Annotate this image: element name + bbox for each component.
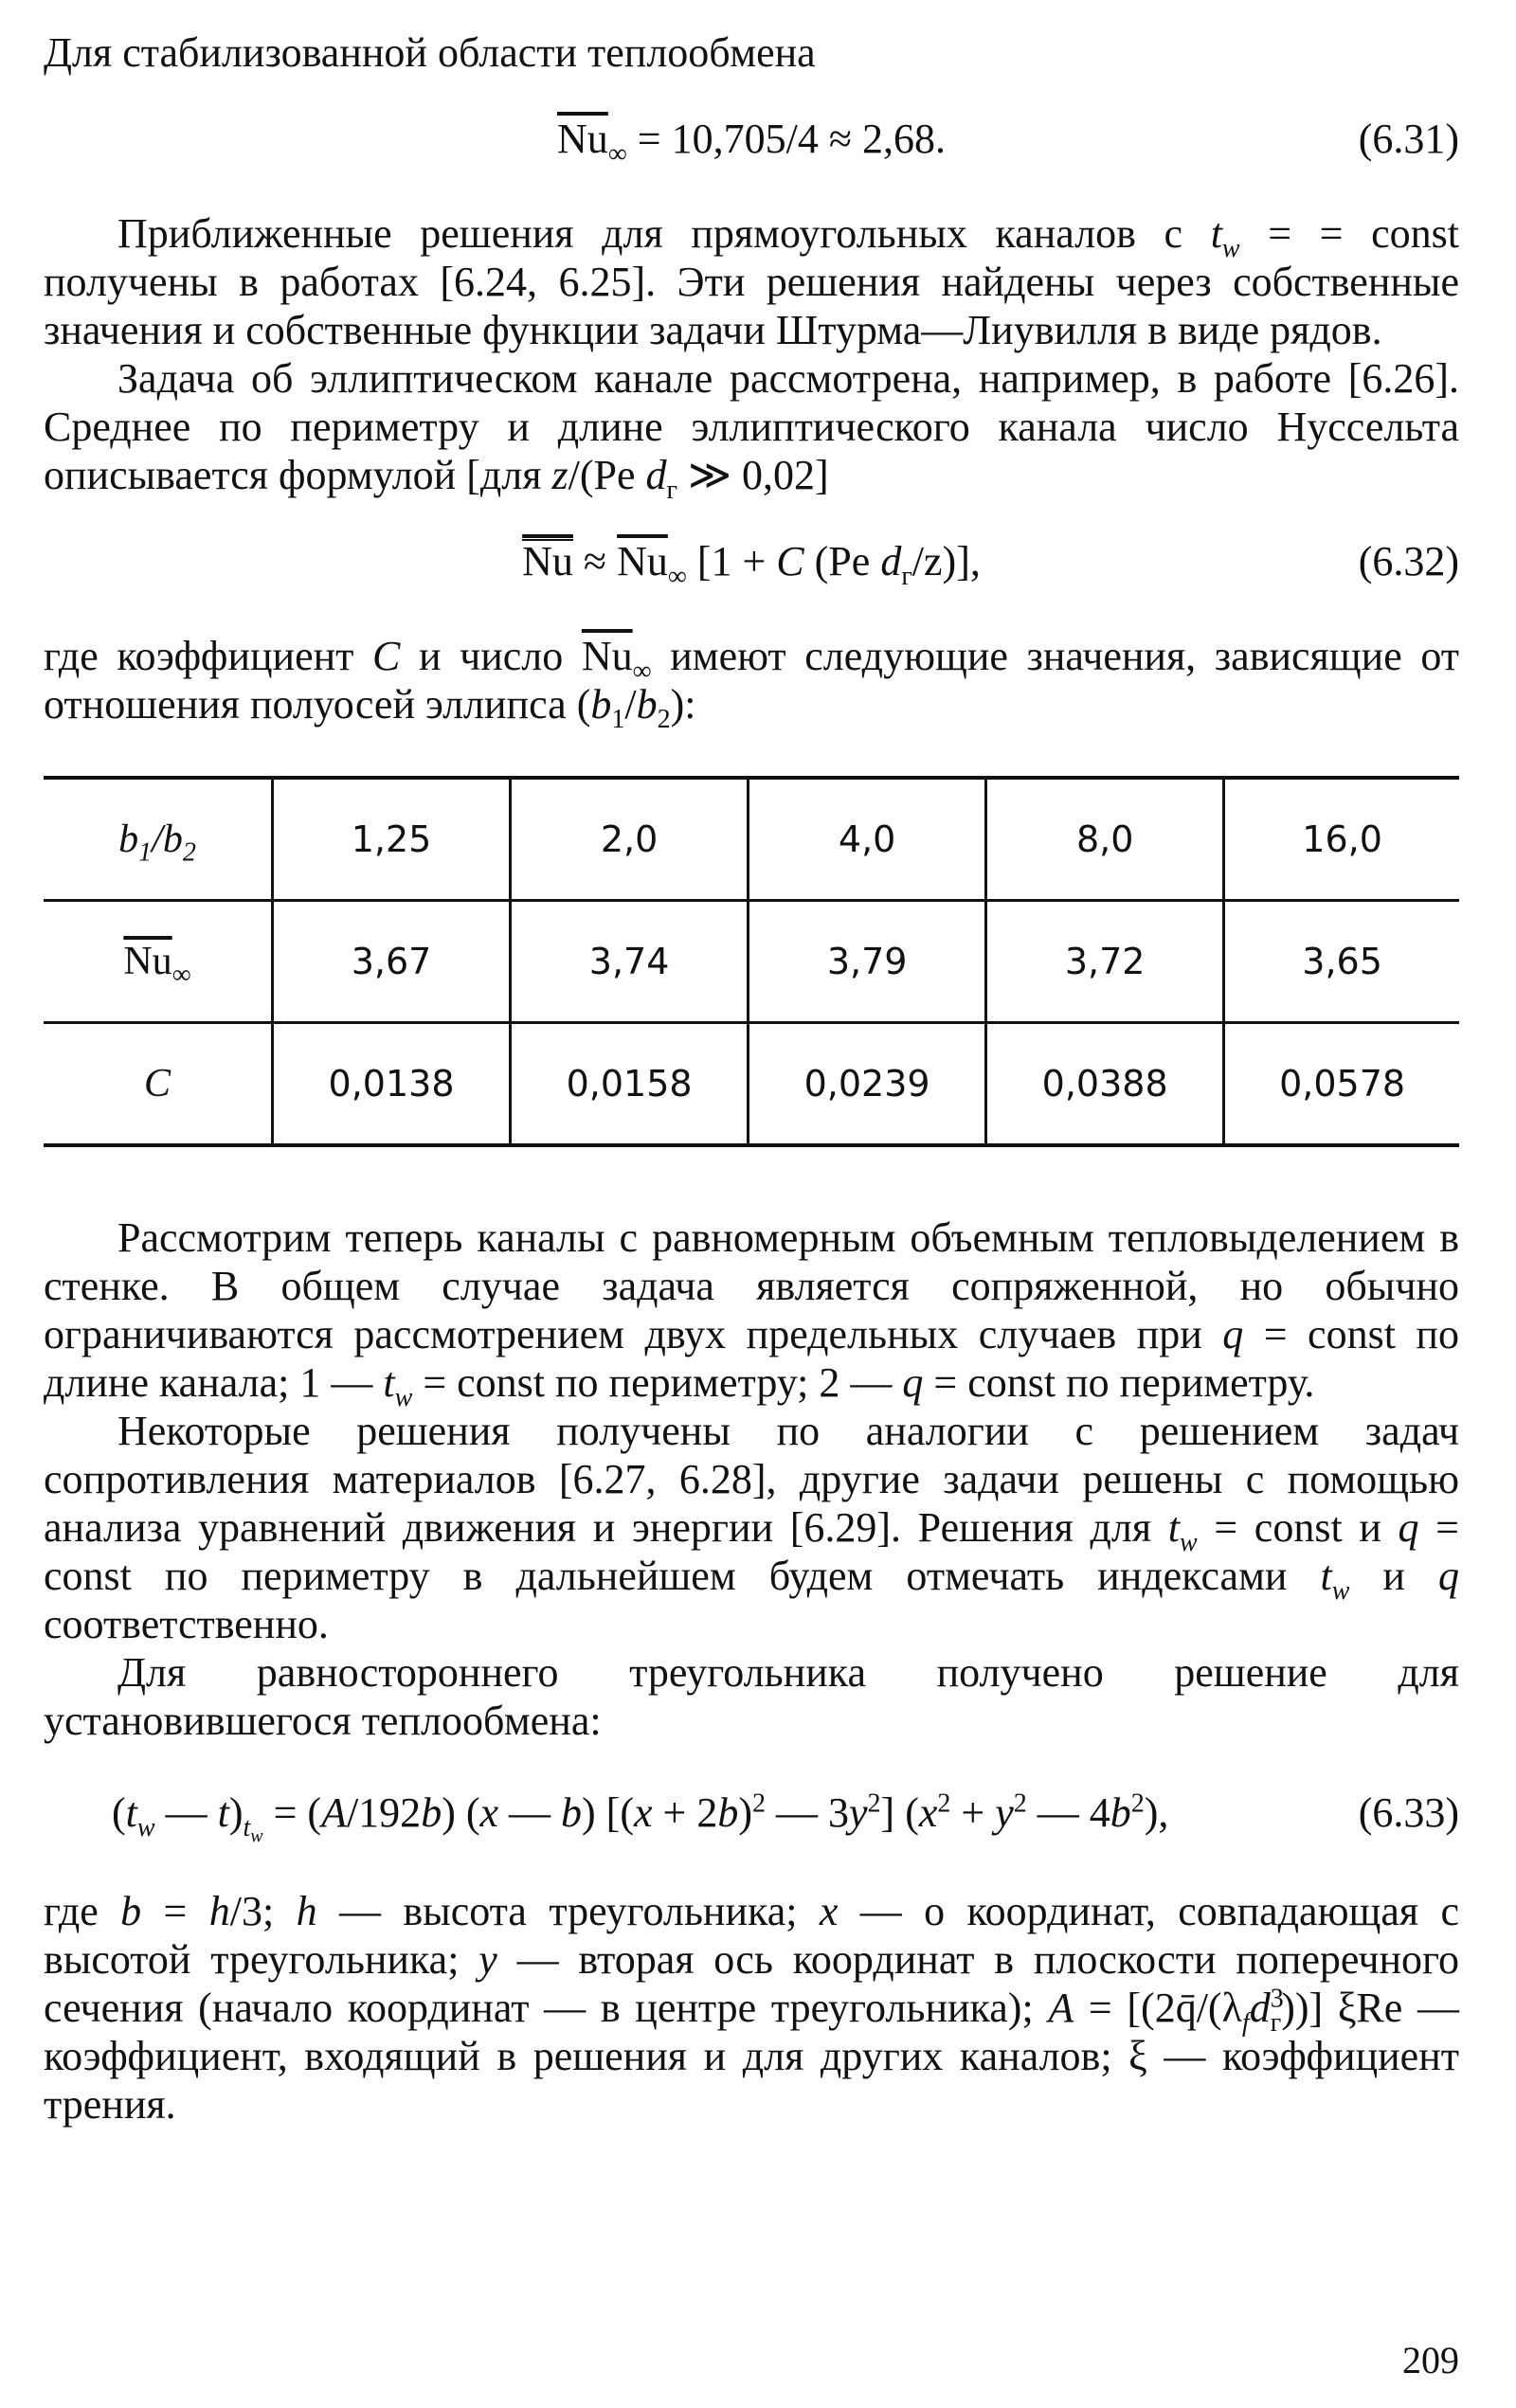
row-header-c: C <box>143 1061 171 1105</box>
intro-line: Для стабилизованной области теплообмена <box>44 29 816 76</box>
equation-6-32-expr: $\overline{Nu} \approx \overline{Nu}_\infty$ [1 + C (Pe $d_г/z$)], <box>522 538 981 591</box>
table-cell: 8,0 <box>986 778 1224 901</box>
table-cell: 0,0138 <box>273 1023 511 1146</box>
table-cell: 2,0 <box>511 778 749 901</box>
table-cell: 3,72 <box>986 901 1224 1023</box>
table-cell: 0,0388 <box>986 1023 1224 1146</box>
table-cell: 0,0158 <box>511 1023 749 1146</box>
paragraph-rect-channels: Приближенные решения для прямоугольных каналов с $t_w$ = = const получены в работах [6.24, 6.25]. Эти решения найдены через собственные значения и собственные функции задачи Штурма—Лиувилля в виде рядов. <box>44 210 1459 353</box>
equation-6-33-expr: ($t_w$ — $t)_{t_w} = (A/192b)$ (x — b) [$(x + 2b)^2$ — $3y^2$] ($x^2 + y^2$ — $4b^2$), <box>112 1788 1169 1847</box>
paragraph-coefficients: где коэффициент C и число $\overline{Nu}_\infty$ имеют следующие значения, зависящие от отношения полуосей эллипса $(b_1/b_2)$: <box>44 633 1459 734</box>
table-row <box>44 1023 1459 1146</box>
table-cell: 4,0 <box>749 778 986 901</box>
equation-number: (6.31) <box>1358 116 1459 162</box>
equation-number: (6.33) <box>1358 1789 1459 1836</box>
ellipse-coefficients-table <box>44 776 1459 1147</box>
table-cell: 1,25 <box>273 778 511 901</box>
paragraph-elliptic-channel: Задача об эллиптическом канале рассмотрена, например, в работе [6.26]. Среднее по периметру и длине эллиптического канала число Нуссельта описывается формулой [для z/(Pe $d_г$ ≫ 0,02] <box>44 355 1459 505</box>
paragraph-triangle: Для равностороннего треугольника получено решение для установившегося теплообмена: <box>44 1649 1459 1744</box>
equation-number: (6.32) <box>1358 538 1459 584</box>
equation-6-31-expr: $\overline{Nu}_\infty = 10,705/4 \approx 2,68$. <box>557 116 946 169</box>
paragraph-triangle-notation: где b = h/3; h — высота треугольника; x — о координат, совпадающая с высотой треугольника; y — вторая ось координат в плоскости поперечного сечения (начало координат — в центре треугольника); $A = [(2q̄/(\lambda_fd^3_г))]$ ξRe — коэффициент, входящий в решения и для других каналов; ξ — коэффициент трения. <box>44 1888 1460 2128</box>
paragraph-volumetric-heating: Рассмотрим теперь каналы с равномерным объемным тепловыделением в стенке. В общем случае задача является сопряженной, но обычно ограничиваются рассмотрением двух предельных случаев при q = const по длине канала; 1 — $t_w$ = const по периметру; 2 — q = const по периметру. <box>44 1214 1459 1412</box>
table-cell: 3,74 <box>511 901 749 1023</box>
table-cell: 0,0239 <box>749 1023 986 1146</box>
equation-6-33 <box>44 1788 1459 1849</box>
table-cell: 16,0 <box>1224 778 1459 901</box>
page-number: 209 <box>1402 2339 1459 2381</box>
equation-6-31 <box>44 115 1459 175</box>
table-cell: 0,0578 <box>1224 1023 1459 1146</box>
table-cell: 3,65 <box>1224 901 1459 1023</box>
paragraph-analogy-solutions: Некоторые решения получены по аналогии с решением задач сопротивления материалов [6.27, 6.28], другие задачи решены с помощью анализа уравнений движения и энергии [6.29]. Решения для $t_w$ = const и q = const по периметру в дальнейшем будем отмечать индексами $t_w$ и q соответственно. <box>44 1408 1459 1647</box>
table-row <box>44 901 1459 1023</box>
row-header-nu-inf: $\overline{Nu}_\infty$ <box>123 939 191 989</box>
equation-6-32 <box>44 537 1459 598</box>
row-header-b1b2: $b_1/b_2$ <box>118 817 196 867</box>
table-row <box>44 778 1459 901</box>
table-cell: 3,79 <box>749 901 986 1023</box>
document-page <box>44 28 1459 2129</box>
table-cell: 3,67 <box>273 901 511 1023</box>
